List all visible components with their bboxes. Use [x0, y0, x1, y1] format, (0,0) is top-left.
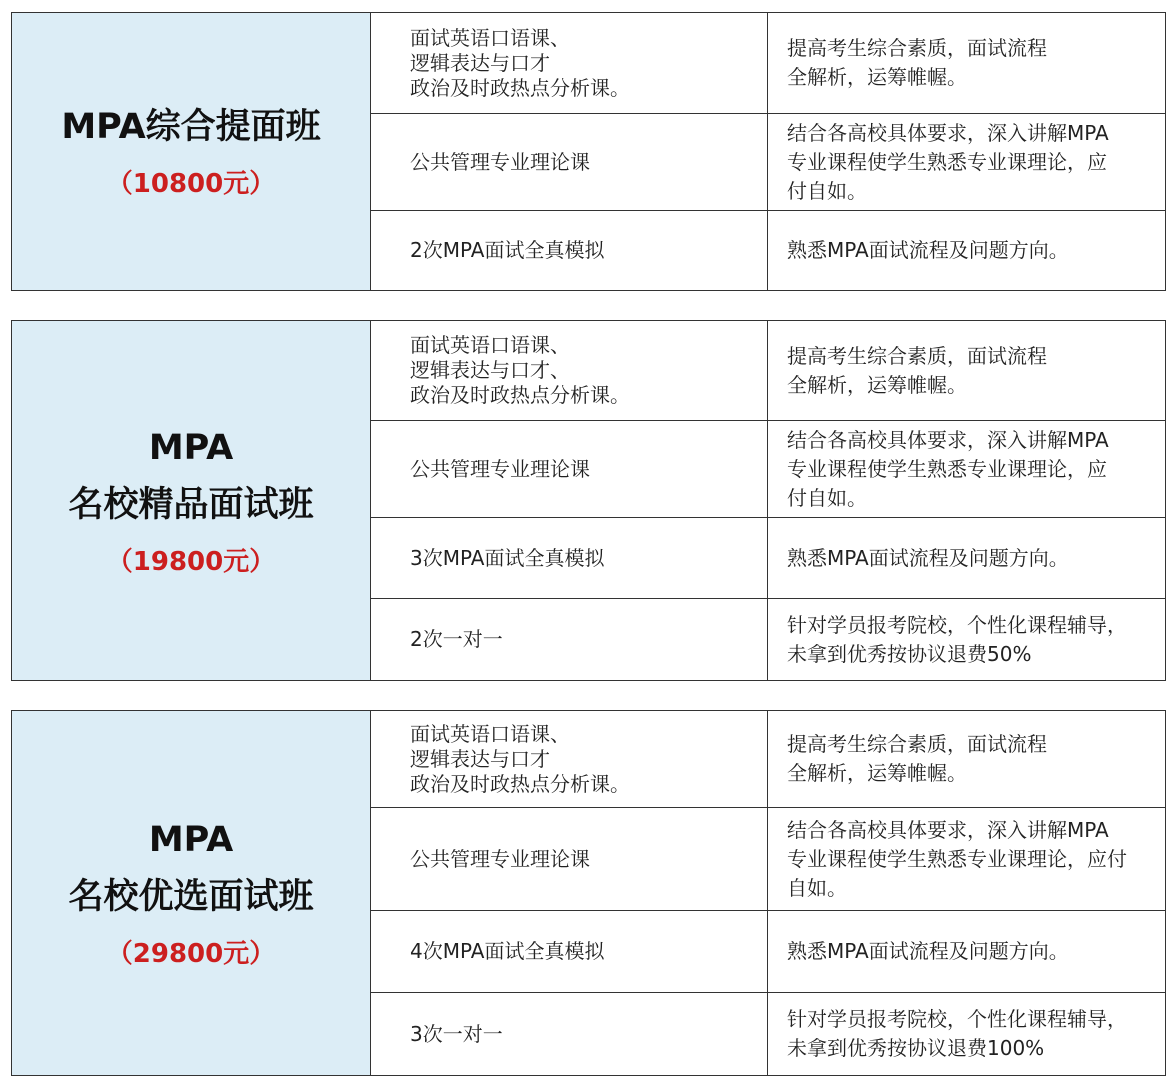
- package-price: （29800元）: [106, 939, 276, 969]
- table-row: [370, 210, 1165, 290]
- course-cell: 公共管理专业理论课: [370, 114, 768, 210]
- package-title-line-2: 名校精品面试班: [68, 484, 314, 525]
- description-cell: 针对学员报考院校，个性化课程辅导， 未拿到优秀按协议退费100%: [787, 1007, 1127, 1060]
- description-cell: 提高考生综合素质，面试流程 全解析，运筹帷幄。: [787, 36, 1047, 89]
- table-row: [370, 598, 1165, 680]
- table-row: [370, 113, 1165, 210]
- table-row: [370, 321, 1165, 420]
- description-cell: 熟悉MPA面试流程及问题方向。: [787, 939, 1069, 963]
- course-cell: 2次一对一: [370, 599, 768, 680]
- table-row: [370, 711, 1165, 807]
- table-row: [370, 517, 1165, 598]
- table-row: [370, 910, 1165, 992]
- description-cell: 结合各高校具体要求，深入讲解MPA 专业课程使学生熟悉专业课理论，应付 自如。: [787, 817, 1127, 900]
- description-cell: 结合各高校具体要求，深入讲解MPA 专业课程使学生熟悉专业课理论，应 付自如。: [787, 427, 1109, 510]
- description-cell: 熟悉MPA面试流程及问题方向。: [787, 545, 1069, 570]
- package-name-cell: [12, 711, 371, 1075]
- package-title: MPA综合提面班: [61, 107, 321, 147]
- table-row: [370, 992, 1165, 1075]
- course-cell: 2次MPA面试全真模拟: [370, 211, 768, 290]
- package-table-comprehensive: [11, 12, 1166, 291]
- package-name-cell: [12, 321, 371, 680]
- package-title-line-1: MPA: [148, 427, 234, 468]
- description-cell: 结合各高校具体要求，深入讲解MPA 专业课程使学生熟悉专业课理论，应 付自如。: [787, 120, 1109, 203]
- course-cell: 3次MPA面试全真模拟: [370, 518, 768, 598]
- course-cell: 4次MPA面试全真模拟: [370, 911, 768, 992]
- package-price: （19800元）: [106, 546, 276, 577]
- package-price: （10800元）: [106, 169, 276, 199]
- package-name-cell: [12, 13, 371, 290]
- package-table-elite: [11, 320, 1166, 681]
- description-cell: 针对学员报考院校，个性化课程辅导， 未拿到优秀按协议退费50%: [787, 612, 1127, 666]
- course-cell: 面试英语口语课、 逻辑表达与口才 政治及时政热点分析课。: [370, 711, 768, 807]
- course-cell: 公共管理专业理论课: [370, 808, 768, 910]
- course-cell: 公共管理专业理论课: [370, 421, 768, 517]
- description-cell: 熟悉MPA面试流程及问题方向。: [787, 238, 1069, 262]
- table-row: [370, 13, 1165, 113]
- package-title-line-1: MPA: [148, 820, 234, 860]
- description-cell: 提高考生综合素质，面试流程 全解析，运筹帷幄。: [787, 343, 1047, 397]
- table-row: [370, 807, 1165, 910]
- course-cell: 面试英语口语课、 逻辑表达与口才、 政治及时政热点分析课。: [370, 321, 768, 420]
- description-cell: 提高考生综合素质，面试流程 全解析，运筹帷幄。: [787, 732, 1047, 785]
- package-table-premium: [11, 710, 1166, 1076]
- course-cell: 3次一对一: [370, 993, 768, 1075]
- table-row: [370, 420, 1165, 517]
- course-cell: 面试英语口语课、 逻辑表达与口才 政治及时政热点分析课。: [370, 13, 768, 113]
- package-title-line-2: 名校优选面试班: [68, 877, 314, 917]
